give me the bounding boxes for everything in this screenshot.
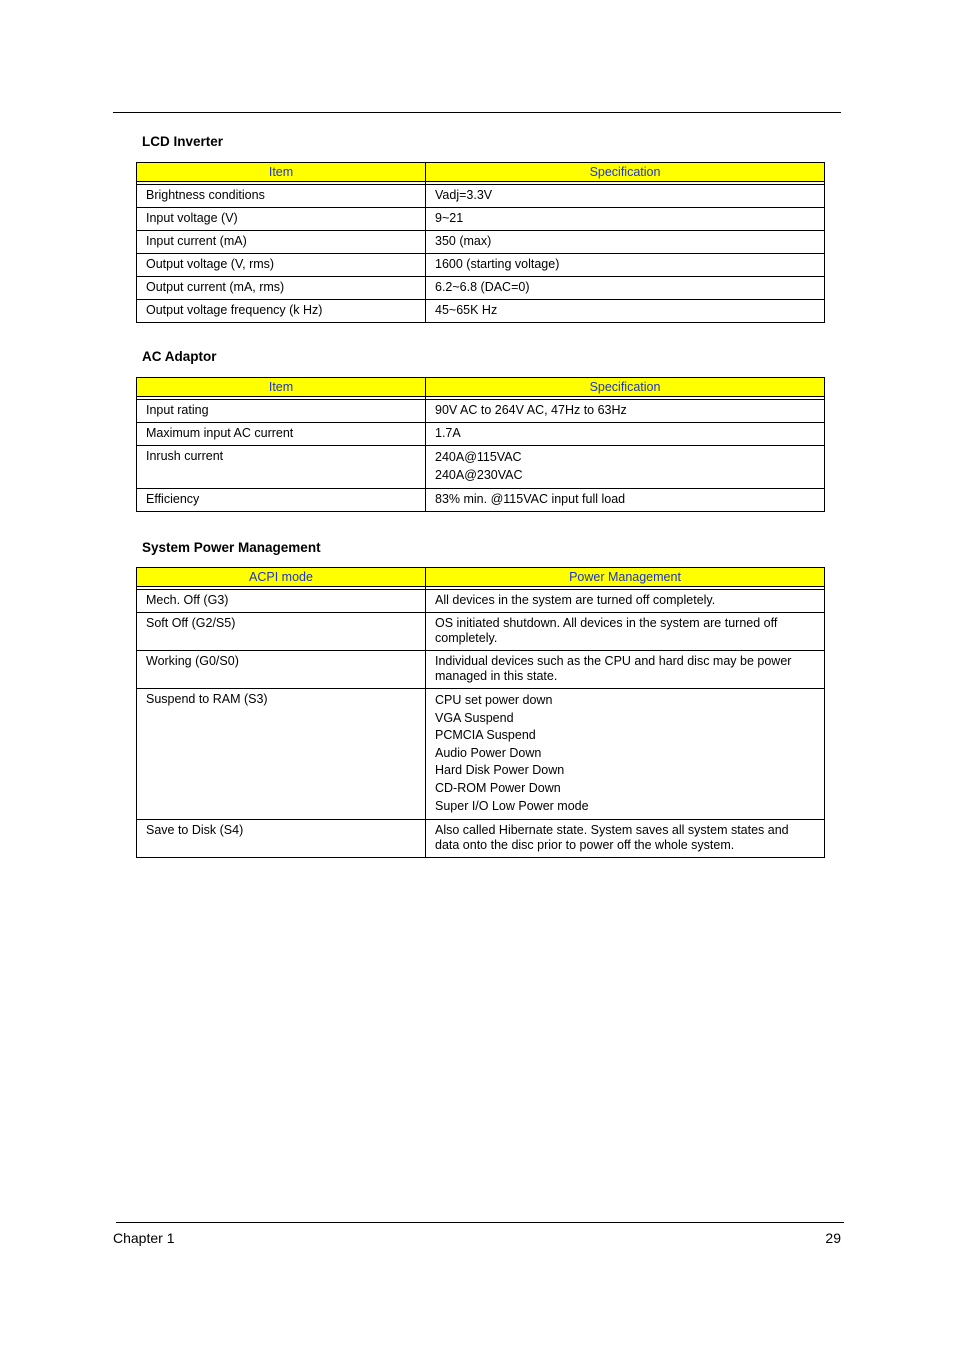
row-value-cell: 1600 (starting voltage) xyxy=(426,254,825,277)
cell-line: CPU set power down xyxy=(435,693,553,707)
page-number: 29 xyxy=(825,1230,841,1246)
table-row xyxy=(137,613,825,651)
row-value-cell xyxy=(426,689,825,820)
cell-line: CD-ROM Power Down xyxy=(435,780,561,795)
table-row xyxy=(137,254,825,277)
column-header: Specification xyxy=(426,378,825,397)
table-row xyxy=(137,446,825,489)
cell-line: Hard Disk Power Down xyxy=(435,763,565,778)
row-value-cell: Also called Hibernate state. System saves all system states and data onto the disc prior to power off the whole system. xyxy=(426,820,825,858)
row-label-cell: Soft Off (G2/S5) xyxy=(137,613,426,651)
row-value-cell: Individual devices such as the CPU and hard disc may be power managed in this state. xyxy=(426,651,825,689)
column-header: Power Management xyxy=(426,568,825,587)
row-label-cell: Input current (mA) xyxy=(137,231,426,254)
lcd-inverter-table xyxy=(136,162,825,323)
table-row xyxy=(137,651,825,689)
cell-line: PCMCIA Suspend xyxy=(435,728,536,743)
power-management-title: System Power Management xyxy=(142,540,321,555)
ac-adaptor-table xyxy=(136,377,825,512)
column-header: Specification xyxy=(426,163,825,182)
row-value-cell: 83% min. @115VAC input full load xyxy=(426,489,825,512)
column-header: Item xyxy=(137,163,426,182)
table-header-row xyxy=(137,163,825,182)
row-label-cell: Brightness conditions xyxy=(137,185,426,208)
row-label-cell: Output current (mA, rms) xyxy=(137,277,426,300)
row-label-cell: Input rating xyxy=(137,400,426,423)
table-row xyxy=(137,423,825,446)
footer-chapter: Chapter 1 xyxy=(113,1230,175,1246)
table-header-row xyxy=(137,568,825,587)
row-label-cell: Suspend to RAM (S3) xyxy=(137,689,426,820)
power-management-table xyxy=(136,567,825,858)
footer-rule xyxy=(116,1222,844,1223)
ac-adaptor-title: AC Adaptor xyxy=(142,349,217,364)
lcd-inverter-title: LCD Inverter xyxy=(142,134,224,149)
table-row xyxy=(137,689,825,820)
cell-line: Super I/O Low Power mode xyxy=(435,798,589,813)
row-label-cell: Working (G0/S0) xyxy=(137,651,426,689)
cell-line: VGA Suspend xyxy=(435,710,514,725)
row-label-cell: Mech. Off (G3) xyxy=(137,590,426,613)
row-value-cell: Vadj=3.3V xyxy=(426,185,825,208)
column-header: ACPI mode xyxy=(137,568,426,587)
table-row xyxy=(137,489,825,512)
row-value-cell: 6.2~6.8 (DAC=0) xyxy=(426,277,825,300)
row-value-cell: OS initiated shutdown. All devices in the system are turned off completely. xyxy=(426,613,825,651)
row-value-cell: 90V AC to 264V AC, 47Hz to 63Hz xyxy=(426,400,825,423)
row-label-cell: Output voltage frequency (k Hz) xyxy=(137,300,426,323)
table-header-row xyxy=(137,378,825,397)
table-row xyxy=(137,185,825,208)
table-row xyxy=(137,820,825,858)
row-value-cell xyxy=(426,446,825,489)
row-label-cell: Input voltage (V) xyxy=(137,208,426,231)
cell-line: 240A@230VAC xyxy=(435,467,523,482)
row-label-cell: Save to Disk (S4) xyxy=(137,820,426,858)
cell-line: Audio Power Down xyxy=(435,745,542,760)
row-value-cell: All devices in the system are turned off completely. xyxy=(426,590,825,613)
table-row xyxy=(137,231,825,254)
row-value-cell: 1.7A xyxy=(426,423,825,446)
table-row xyxy=(137,208,825,231)
row-value-cell: 45~65K Hz xyxy=(426,300,825,323)
row-label-cell: Efficiency xyxy=(137,489,426,512)
header-rule xyxy=(113,112,841,113)
table-row xyxy=(137,590,825,613)
row-label-cell: Maximum input AC current xyxy=(137,423,426,446)
table-row xyxy=(137,300,825,323)
row-label-cell: Inrush current xyxy=(137,446,426,489)
row-value-cell: 350 (max) xyxy=(426,231,825,254)
table-row xyxy=(137,400,825,423)
row-value-cell: 9~21 xyxy=(426,208,825,231)
cell-line: 240A@115VAC xyxy=(435,450,522,464)
row-label-cell: Output voltage (V, rms) xyxy=(137,254,426,277)
table-row xyxy=(137,277,825,300)
column-header: Item xyxy=(137,378,426,397)
